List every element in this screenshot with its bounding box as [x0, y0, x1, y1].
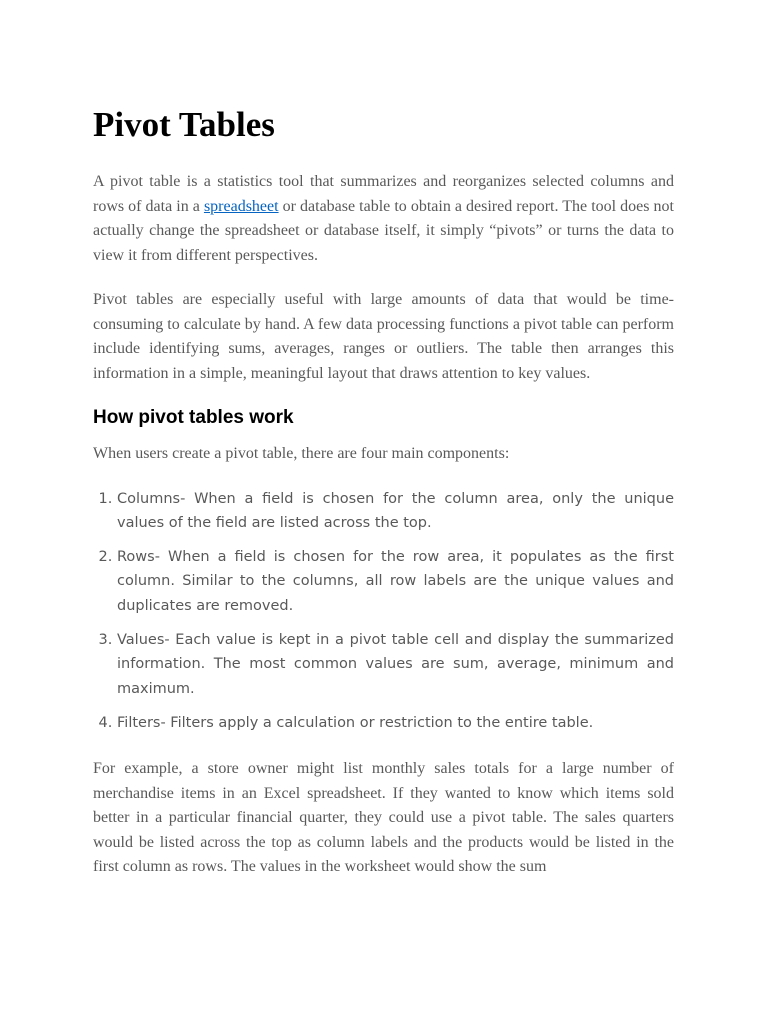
intro-text-after-link: or database table to obtain a desired report. The tool does not actually change the spreadsheet or database itself, it simply “pivots” or turns the data to view it from different perspectives. [93, 197, 674, 264]
spreadsheet-link[interactable]: spreadsheet [203, 197, 279, 215]
list-item-columns: 1. Columns- When a field is chosen for the column area, only the unique values of the field are listed across the top. [117, 487, 674, 536]
intro-text-before-link: A pivot table is a statistics tool that summarizes and reorganizes selected columns and rows of data in a [93, 173, 674, 215]
usefulness-paragraph: Pivot tables are especially useful with large amounts of data that would be time-consuming to calculate by hand. A few data processing functions a pivot table can perform include identifying sums, averages, ranges or outliers. The table then arranges this information in a simple, meaningful layout that draws attention to key values. [93, 291, 674, 382]
list-item-rows: 2. Rows- When a field is chosen for the row area, it populates as the first column. Similar to the columns, all row labels are the unique values and duplicates are removed. [117, 545, 674, 618]
list-item-values: 3. Values- Each value is kept in a pivot table cell and display the summarized information. The most common values are sum, average, minimum and maximum. [117, 628, 674, 701]
components-list [93, 487, 674, 736]
section-lead-paragraph: When users create a pivot table, there are four main components: [93, 445, 510, 462]
page-title: Pivot Tables [93, 105, 275, 144]
intro-paragraph [93, 170, 674, 268]
list-item-filters: 4. Filters- Filters apply a calculation or restriction to the entire table. [117, 711, 674, 735]
document-page [93, 104, 674, 900]
section-heading: How pivot tables work [93, 407, 294, 428]
example-paragraph: For example, a store owner might list monthly sales totals for a large number of merchandise items in an Excel spreadsheet. If they wanted to know which items sold better in a particular financial quarter, they could use a pivot table. The sales quarters would be listed across the top as column labels and the products would be listed in the first column as rows. The values in the worksheet would show the sum [93, 760, 674, 876]
